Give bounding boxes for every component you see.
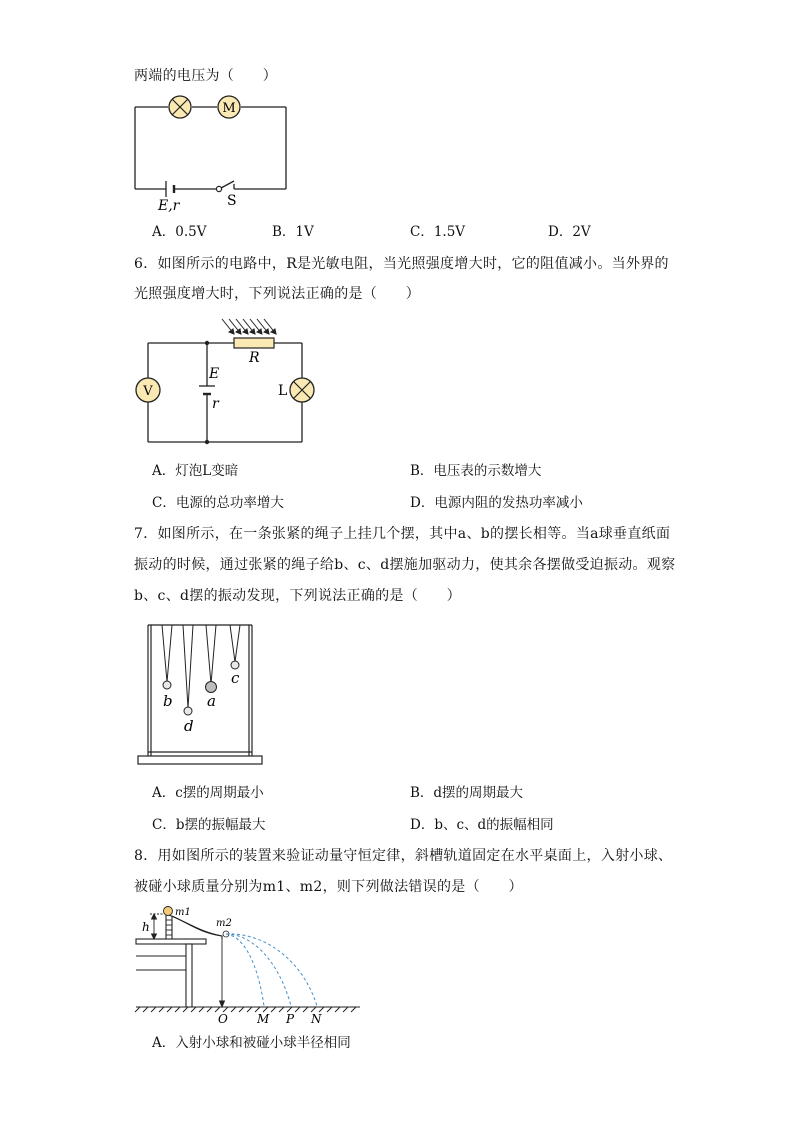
q8-option-a: A．入射小球和被碰小球半径相同 (152, 1035, 351, 1051)
q7-stem-line-2: 振动的时候，通过张紧的绳子给b、c、d摆施加驱动力，使其余各摆做受迫振动。观察 (134, 557, 676, 573)
q8-stem-line-2: 被碰小球质量分别为m1、m2，则下列做法错误的是（ ） (134, 879, 523, 895)
trajectory-curves (226, 934, 317, 1006)
motor-icon (218, 96, 240, 118)
light-rays-icon (222, 319, 276, 334)
q5-option-b: B．1V (272, 224, 314, 240)
q6-option-a: A．灯泡L变暗 (152, 463, 239, 479)
switch-icon (216, 181, 234, 192)
q6-stem-line-2: 光照强度增大时，下列说法正确的是（ ） (134, 286, 420, 302)
q8-stem-line-1: 8．用如图所示的装置来验证动量守恒定律，斜槽轨道固定在水平桌面上，入射小球、 (134, 848, 673, 864)
q6-option-c: C．电源的总功率增大 (152, 495, 284, 511)
pendulum-a-label: a (207, 692, 216, 710)
pendulum-b-label: b (163, 692, 173, 710)
source-label: E,r (158, 198, 180, 214)
q7-option-c: C．b摆的振幅最大 (152, 817, 266, 833)
pendulum-c-label: c (231, 669, 240, 687)
lamp-icon (290, 378, 314, 402)
height-label: h (142, 920, 150, 934)
q5-option-d: D．2V (548, 224, 591, 240)
switch-label: S (227, 193, 237, 209)
lamp-icon (169, 96, 191, 118)
q5-stem-tail: 两端的电压为（ ） (134, 68, 277, 84)
emf-label: E (209, 366, 220, 382)
motor-label: M (222, 101, 236, 116)
ball-m2-label: m2 (216, 918, 232, 929)
resistor-label: R (249, 350, 260, 366)
point-N-label: N (311, 1012, 322, 1026)
point-O-label: O (218, 1012, 228, 1026)
q5-circuit-figure (128, 92, 298, 214)
q5-option-a: A．0.5V (152, 224, 207, 240)
lamp-label: L (278, 383, 288, 399)
q7-option-b: B．d摆的周期最大 (410, 785, 524, 801)
q7-option-d: D．b、c、d的振幅相同 (410, 817, 554, 833)
q7-stem-line-1: 7．如图所示，在一条张紧的绳子上挂几个摆，其中a、b的摆长相等。当a球垂直纸面 (134, 526, 671, 542)
q6-stem-line-1: 6．如图所示的电路中，R是光敏电阻，当光照强度增大时，它的阻值减小。当外界的 (134, 256, 669, 272)
q5-option-c: C．1.5V (410, 224, 466, 240)
pendulum-a-bob (206, 682, 217, 693)
voltmeter-label: V (143, 384, 153, 399)
q7-pendulum-figure (136, 620, 264, 768)
q6-option-b: B．电压表的示数增大 (410, 463, 542, 479)
pendulum-c-bob (231, 661, 239, 669)
internal-r-label: r (212, 396, 219, 412)
ball-m1-label: m1 (175, 907, 191, 918)
voltmeter-icon (136, 378, 160, 402)
pendulum-d-bob (184, 707, 192, 715)
q7-stem-line-3: b、c、d摆的振动发现，下列说法正确的是（ ） (134, 588, 461, 604)
q6-option-d: D．电源内阻的发热功率减小 (410, 495, 583, 511)
pendulum-b-bob (163, 681, 171, 689)
photoresistor-icon (234, 338, 274, 348)
q8-momentum-apparatus-figure (134, 906, 364, 1026)
q7-option-a: A．c摆的周期最小 (152, 785, 264, 801)
battery-icon (199, 386, 215, 394)
ball-m1-icon (164, 907, 173, 916)
battery-icon (166, 181, 174, 197)
pendulum-d-label: d (184, 717, 194, 735)
q6-circuit-figure (130, 314, 320, 446)
point-M-label: M (257, 1012, 270, 1026)
point-P-label: P (286, 1012, 295, 1026)
